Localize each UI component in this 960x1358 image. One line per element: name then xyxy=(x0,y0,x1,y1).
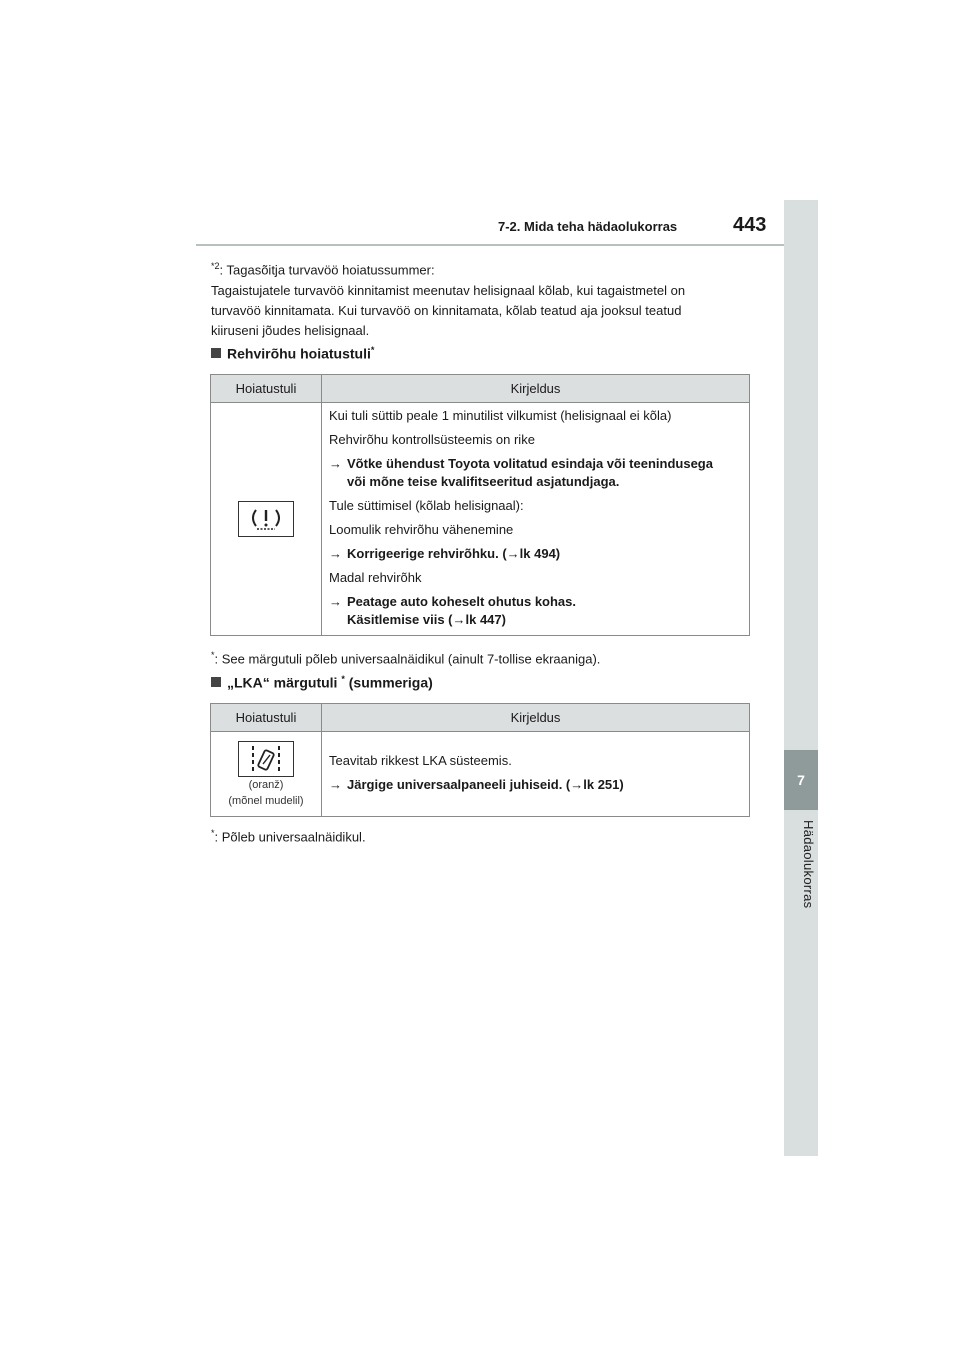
note-2-title xyxy=(211,256,435,280)
page-number: 443 xyxy=(733,214,767,236)
action-text: Käsitlemise viis ( xyxy=(347,612,453,627)
tire-pressure-warning-icon xyxy=(238,501,294,537)
desc-cell xyxy=(322,732,750,817)
table-header-row xyxy=(211,375,750,403)
desc-line: Kui tuli süttib peale 1 minutilist vilkumist (helisignaal ei kõla) xyxy=(329,408,672,423)
page-ref-link[interactable]: lk 494) xyxy=(519,546,561,561)
action-line xyxy=(329,545,743,563)
col-header-desc: Kirjeldus xyxy=(322,704,750,732)
action-line xyxy=(329,455,743,473)
action-line-cont xyxy=(329,611,743,629)
footnote-text: : See märgutuli põleb universaalnäidikul (ainult 7-tollise ekraaniga). xyxy=(214,651,601,667)
note-2-line: kiiruseni jõudes helisignaal. xyxy=(211,323,370,338)
side-tab xyxy=(784,200,818,1156)
lka-heading-marker: * xyxy=(341,674,345,684)
chapter-label: Hädaolukorras xyxy=(801,820,816,909)
lka-heading-text: „LKA“ märgutuli xyxy=(227,674,338,691)
table-header-row xyxy=(211,704,750,732)
action-text: Järgige universaalpaneeli juhiseid. ( xyxy=(347,777,571,792)
header-divider xyxy=(196,244,784,246)
ref-arrow-icon: → xyxy=(506,546,520,561)
arrow-icon: → xyxy=(329,777,342,792)
action-line-cont: või mõne teise kvalifitseeritud asjatundjaga. xyxy=(347,474,620,489)
tire-heading-marker: * xyxy=(370,345,375,355)
action-text: Võtke ühendust Toyota volitatud esindaja või teenindusega xyxy=(347,456,713,471)
note-2-line: Tagaistujatele turvavöö kinnitamist meenutav helisignaal kõlab, kui tagaistmetel on xyxy=(211,283,686,298)
desc-line: Rehvirõhu kontrollsüsteemis on rike xyxy=(329,432,535,447)
note-2-marker: *2 xyxy=(211,261,220,271)
lka-heading-suffix: (summeriga) xyxy=(348,674,433,691)
desc-line: Madal rehvirõhk xyxy=(329,570,422,585)
arrow-icon: → xyxy=(329,546,342,561)
page-ref-link[interactable]: lk 447) xyxy=(465,612,506,627)
icon-cell xyxy=(211,403,322,636)
col-header-light: Hoiatustuli xyxy=(211,704,322,732)
desc-line: Teavitab rikkest LKA süsteemis. xyxy=(329,753,512,768)
lka-section-heading xyxy=(211,674,433,691)
desc-line: Tule süttimisel (kõlab helisignaal): xyxy=(329,498,524,513)
icon-cell xyxy=(211,732,322,817)
icon-note-color: (oranž) xyxy=(248,779,284,791)
icon-note-models: (mõnel mudelil) xyxy=(228,795,304,807)
tire-footnote xyxy=(211,645,600,669)
note-2-line: turvavöö kinnitamata. Kui turvavöö on kinnitamata, kõlab teatud aja jooksul teatud xyxy=(211,303,682,318)
lka-warning-table xyxy=(210,703,750,817)
section-title: 7-2. Mida teha hädaolukorras xyxy=(498,219,678,234)
arrow-icon: → xyxy=(329,456,342,471)
tire-section-heading xyxy=(211,345,374,362)
tire-warning-table xyxy=(210,374,750,636)
arrow-icon: → xyxy=(329,594,342,609)
col-header-light: Hoiatustuli xyxy=(211,375,322,403)
note-2-title-text: : Tagasõitja turvavöö hoiatussummer: xyxy=(219,262,435,278)
desc-cell xyxy=(322,403,750,636)
page-ref-link[interactable]: lk 251) xyxy=(583,777,624,792)
ref-arrow-icon: → xyxy=(452,612,466,627)
footnote-marker: * xyxy=(211,828,215,838)
col-header-desc: Kirjeldus xyxy=(322,375,750,403)
table-row xyxy=(211,732,750,817)
desc-line: Loomulik rehvirõhu vähenemine xyxy=(329,522,514,537)
lka-lane-warning-icon xyxy=(238,741,294,777)
tire-heading-text: Rehvirõhu hoiatustuli xyxy=(227,345,371,362)
note-2-body xyxy=(211,281,685,341)
lka-footnote xyxy=(211,823,366,847)
action-line xyxy=(329,776,743,794)
action-text: Peatage auto koheselt ohutus kohas. xyxy=(347,594,576,609)
chapter-number: 7 xyxy=(784,750,818,810)
footnote-marker: * xyxy=(211,650,215,660)
bullet-square-icon xyxy=(211,348,221,358)
footnote-text: : Põleb universaalnäidikul. xyxy=(214,829,366,845)
bullet-square-icon xyxy=(211,677,221,687)
action-text: Korrigeerige rehvirõhku. ( xyxy=(347,546,507,561)
ref-arrow-icon: → xyxy=(570,777,584,792)
table-row xyxy=(211,403,750,636)
action-line xyxy=(329,593,743,611)
